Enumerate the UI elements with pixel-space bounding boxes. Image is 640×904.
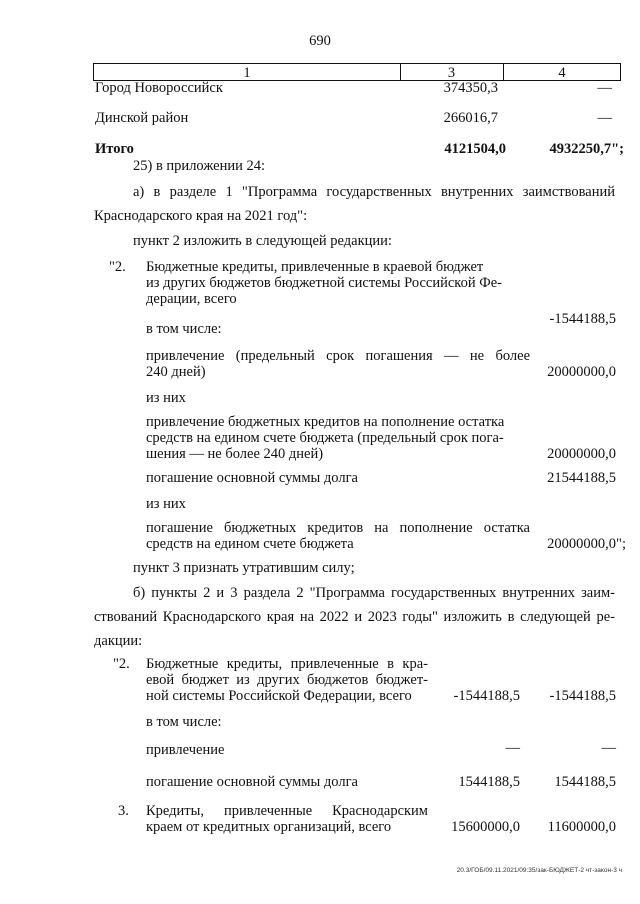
table-header: [93, 63, 621, 81]
item-value-2023: 1544188,5: [554, 774, 616, 790]
item-number: 3.: [118, 803, 129, 819]
item-text-line: из других бюджетов бюджетной системы Российской Фе-: [146, 275, 502, 291]
item-text-line: 240 дней): [146, 364, 206, 380]
paragraph-b-line2: ствований Краснодарского края на 2022 и 2023 годы" изложить в следующей ре-: [94, 609, 615, 625]
row-name: Город Новороссийск: [95, 80, 223, 96]
item-text-line: погашение основной суммы долга: [146, 470, 358, 486]
item-value-2022: -1544188,5: [453, 688, 520, 704]
item-value-2023: 11600000,0: [547, 819, 616, 835]
of-them-label: из них: [146, 496, 186, 512]
item-text-line: привлечение (предельный срок погашения — не более: [146, 348, 530, 364]
item-value: -1544188,5: [549, 311, 616, 327]
total-label: Итого: [95, 141, 134, 157]
col3-label: 3: [447, 65, 456, 81]
item-value: 20000000,0: [547, 446, 616, 462]
table-header-col3: [400, 64, 504, 80]
total-value-4: 4932250,7";: [549, 141, 624, 157]
item-text-line: дерации, всего: [146, 291, 237, 307]
item-value-2023: -1544188,5: [549, 688, 616, 704]
paragraph-b-line1: б) пункты 2 и 3 раздела 2 "Программа государственных внутренних заим-: [133, 585, 615, 601]
item-text-line: шения — не более 240 дней): [146, 446, 324, 462]
total-value-3: 4121504,0: [444, 141, 506, 157]
item-text-line: привлечение: [146, 742, 225, 758]
paragraph-b-line3: дакции:: [94, 633, 143, 649]
row-value-4: —: [597, 110, 612, 126]
row-value-3: 374350,3: [443, 80, 498, 96]
item-text-line: Бюджетные кредиты, привлеченные в краевой бюджет: [146, 259, 484, 275]
item-text-line: погашение бюджетных кредитов на пополнение остатка: [146, 520, 530, 536]
paragraph-25: 25) в приложении 24:: [133, 158, 266, 174]
col4-label: 4: [558, 65, 566, 81]
paragraph-a-line1: а) в разделе 1 "Программа государственных внутренних заимствований: [133, 184, 615, 200]
of-them-label: из них: [146, 390, 186, 406]
table-header-col1: [94, 64, 401, 80]
item-text-line: средств на едином счете бюджета (предельный срок пога-: [146, 430, 504, 446]
item-text-line: привлечение бюджетных кредитов на пополнение остатка: [146, 414, 505, 430]
item-number: "2.: [113, 656, 130, 672]
item-value: 21544188,5: [547, 470, 616, 486]
item-text-line: средств на едином счете бюджета: [146, 536, 354, 552]
item-value: 20000000,0: [547, 364, 616, 380]
item-value-2022: —: [505, 740, 520, 756]
item-value-2022: 1544188,5: [458, 774, 520, 790]
including-label: в том числе:: [146, 321, 222, 337]
paragraph-edit: пункт 2 изложить в следующей редакции:: [133, 233, 392, 249]
item-text-line: краем от кредитных организаций, всего: [146, 819, 392, 835]
table-header-col4: [504, 64, 620, 80]
row-name: Динской район: [95, 110, 189, 126]
page-number: 690: [309, 33, 331, 49]
item-number: "2.: [109, 259, 126, 275]
item-text-line: погашение основной суммы долга: [146, 774, 358, 790]
footer-code: 20.3/ГОБ/09.11.2021/09:35/зак-БЮДЖЕТ-2 чт-закон-3 ч: [456, 867, 622, 874]
row-value-3: 266016,7: [443, 110, 498, 126]
item-value-2022: 15600000,0: [451, 819, 520, 835]
paragraph-p3: пункт 3 признать утратившим силу;: [133, 560, 355, 576]
item-value-2023: —: [601, 740, 616, 756]
item-text-line: Бюджетные кредиты, привлеченные в кра-: [146, 656, 428, 672]
item-value: 20000000,0";: [547, 536, 626, 552]
including-label: в том числе:: [146, 714, 222, 730]
row-value-4: —: [597, 80, 612, 96]
item-text-line: ной системы Российской Федерации, всего: [146, 688, 412, 704]
col1-label: 1: [243, 65, 251, 81]
item-text-line: евой бюджет из других бюджетов бюджет-: [146, 672, 428, 688]
paragraph-a-line2: Краснодарского края на 2021 год":: [94, 208, 308, 224]
item-text-line: Кредиты, привлеченные Краснодарским: [146, 803, 428, 819]
